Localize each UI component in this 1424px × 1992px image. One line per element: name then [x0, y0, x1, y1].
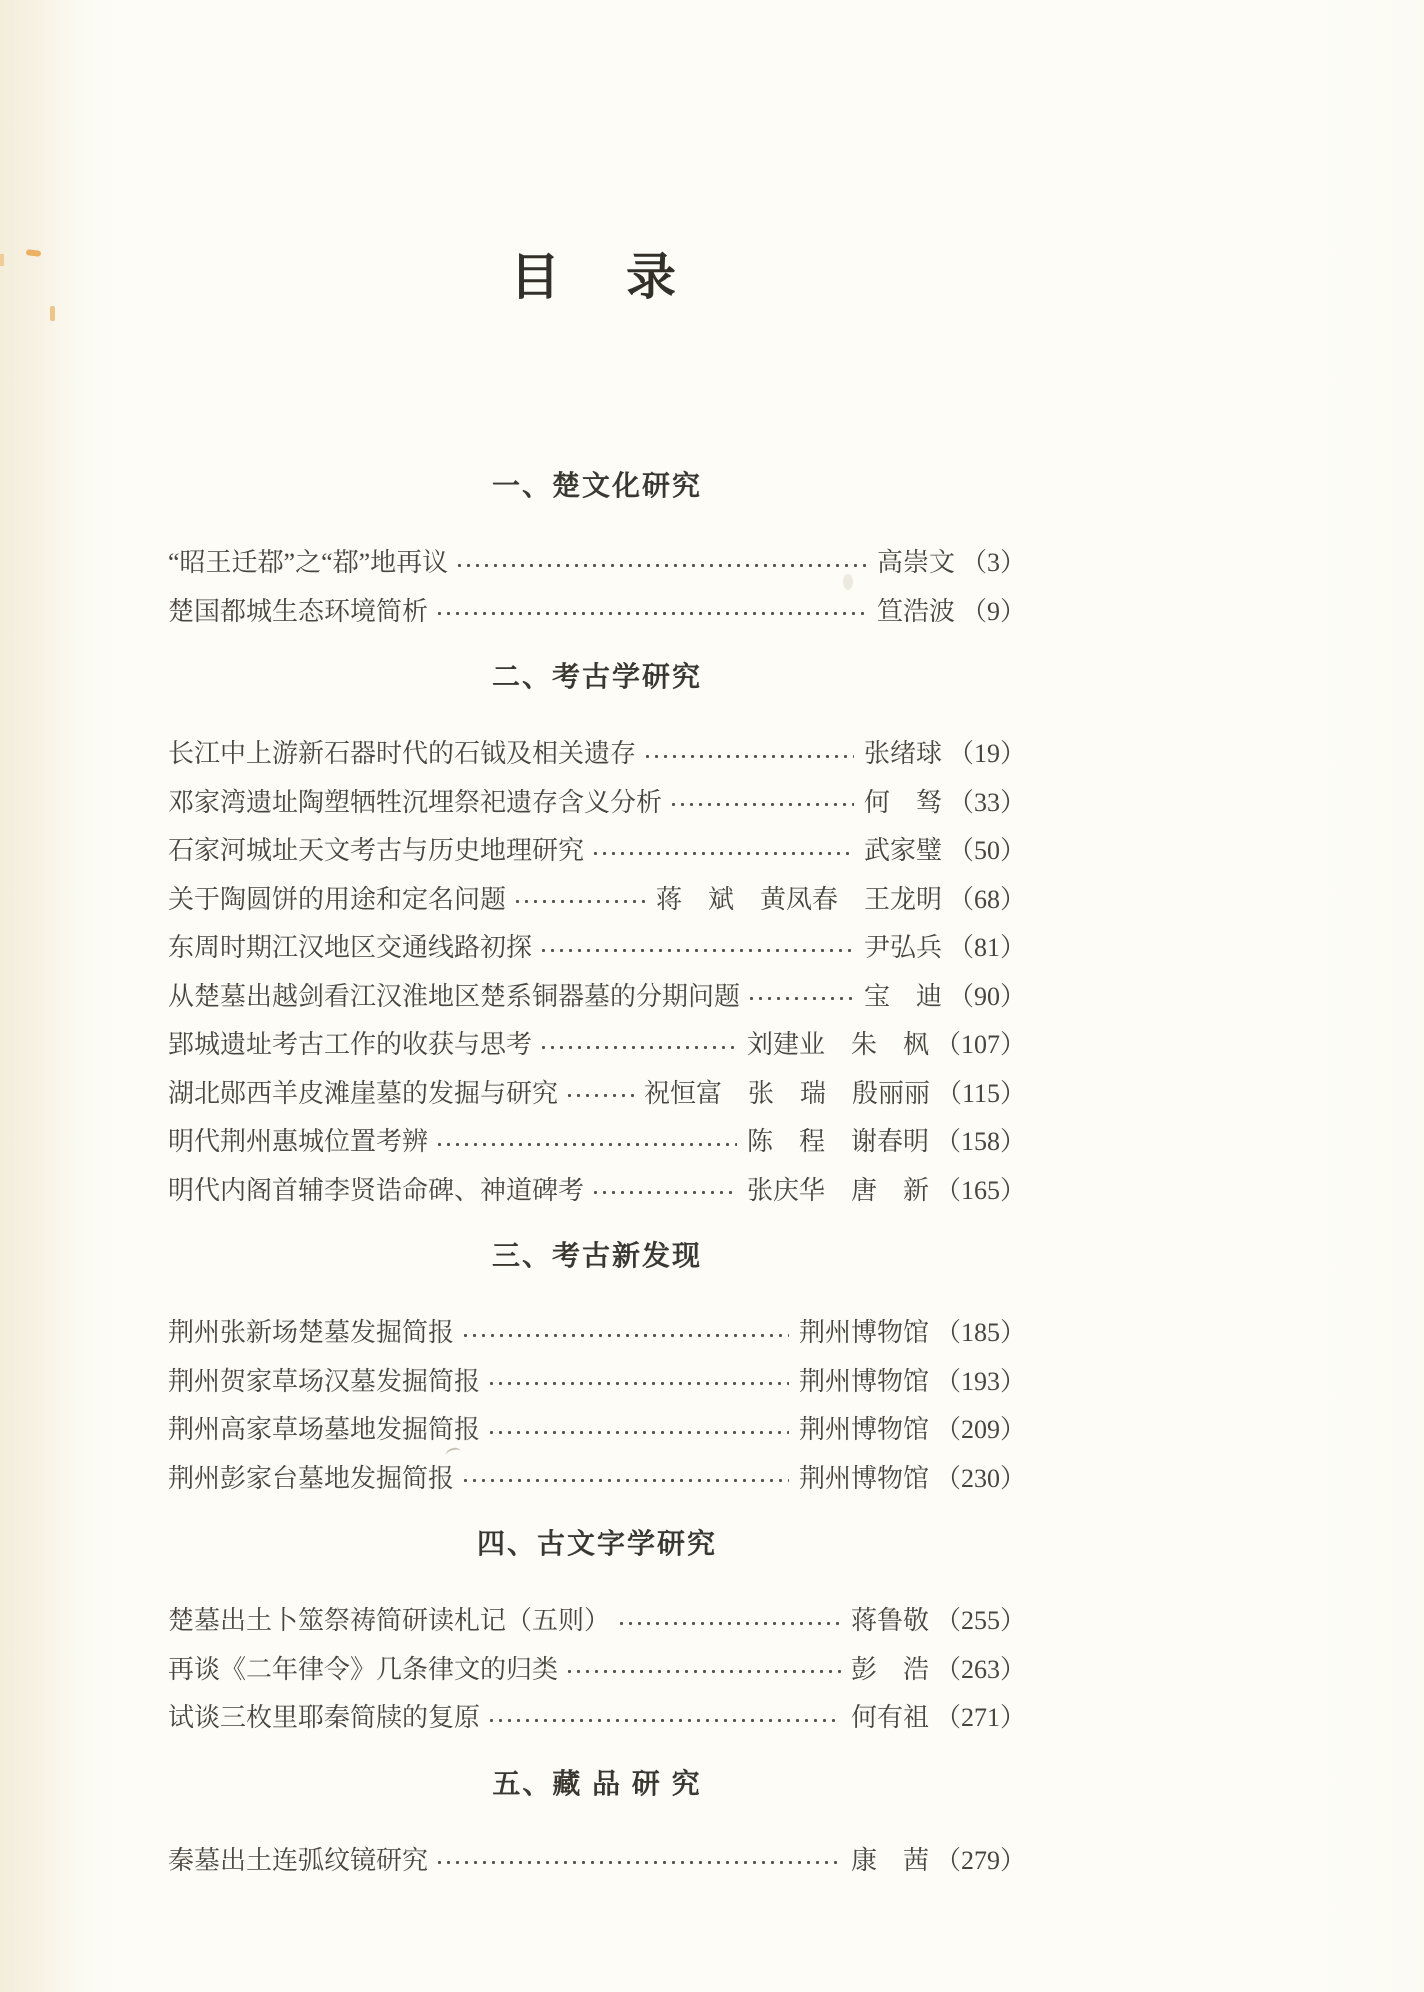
toc-section	[168, 1527, 1026, 1743]
dot-leader	[617, 1597, 841, 1646]
toc-entry-row	[168, 730, 1026, 779]
entry-page-number: （263）	[934, 1654, 1026, 1684]
entry-title: 东周时期江汉地区交通线路初探	[168, 933, 533, 962]
entry-title: 湖北郧西羊皮滩崖墓的发掘与研究	[168, 1078, 559, 1108]
dot-leader	[539, 1021, 737, 1070]
toc-entry-row	[168, 1118, 1026, 1167]
entry-title: 关于陶圆饼的用途和定名问题	[168, 884, 507, 914]
entry-page-number: （185）	[934, 1318, 1026, 1347]
toc-entry-row	[168, 1167, 1026, 1216]
toc-entry-row	[168, 1309, 1026, 1358]
entry-title: 楚墓出土卜筮祭祷简研读札记（五则）	[168, 1606, 611, 1635]
entry-authors: 蒋鲁敬	[850, 1606, 929, 1635]
dot-leader	[591, 827, 854, 876]
toc-entry-row	[168, 924, 1026, 973]
entry-title: 荆州张新场楚墓发掘简报	[168, 1318, 455, 1347]
dot-leader	[539, 924, 854, 973]
section-entries	[168, 1309, 1026, 1503]
dot-leader	[455, 539, 867, 588]
entry-page-number: （209）	[934, 1415, 1026, 1444]
entry-page-number: （33）	[947, 787, 1026, 817]
entry-title: “昭王迁鄀”之“鄀”地再议	[168, 548, 449, 577]
entry-title: 秦墓出土连弧纹镜研究	[168, 1845, 429, 1875]
toc-entry-row	[168, 1070, 1026, 1119]
dot-leader	[487, 1406, 789, 1455]
scan-artifact-smudge	[843, 574, 853, 590]
entry-authors: 陈 程 谢春明	[746, 1127, 929, 1156]
toc-section	[168, 1239, 1026, 1503]
section-heading: 四、古文字学研究	[476, 1528, 717, 1559]
scan-artifact-orange-mark	[0, 254, 4, 266]
dot-leader	[461, 1309, 789, 1358]
entry-authors: 刘建业 朱 枫	[746, 1030, 929, 1059]
section-entries	[168, 539, 1026, 636]
section-entries	[168, 730, 1026, 1215]
entry-title: 邓家湾遗址陶塑牺牲沉埋祭祀遗存含义分析	[168, 787, 663, 817]
entry-authors: 康 茜	[850, 1845, 929, 1875]
dot-leader	[643, 730, 854, 779]
entry-title: 再谈《二年律令》几条律文的归类	[168, 1654, 559, 1684]
dot-leader	[487, 1694, 841, 1743]
dot-leader	[487, 1358, 789, 1407]
entry-page-number: （279）	[934, 1845, 1026, 1875]
entry-title: 荆州高家草场墓地发掘简报	[168, 1415, 481, 1444]
entry-title: 荆州贺家草场汉墓发掘简报	[168, 1366, 481, 1396]
dot-leader	[591, 1167, 737, 1216]
entry-authors: 荆州博物馆	[798, 1415, 929, 1444]
entry-page-number: （193）	[934, 1366, 1026, 1396]
dot-leader	[435, 1118, 737, 1167]
toc-entry-row	[168, 1694, 1026, 1743]
toc-entry-row	[168, 1455, 1026, 1504]
toc-section	[168, 1767, 1026, 1886]
dot-leader	[669, 779, 854, 828]
entry-authors: 蒋 斌 黄凤春 王龙明	[655, 884, 942, 914]
entry-title: 从楚墓出越剑看江汉淮地区楚系铜器墓的分期问题	[168, 981, 741, 1011]
entry-page-number: （50）	[947, 836, 1026, 865]
scan-artifact-orange-mark	[26, 249, 42, 257]
toc-entry-row	[168, 1837, 1026, 1886]
entry-title: 郢城遗址考古工作的收获与思考	[168, 1030, 533, 1059]
entry-page-number: （68）	[947, 884, 1026, 914]
entry-authors: 何有祖	[850, 1703, 929, 1732]
entry-authors: 荆州博物馆	[798, 1463, 929, 1493]
toc-content	[168, 250, 1026, 1885]
toc-list	[168, 469, 1026, 1885]
entry-title: 明代荆州惠城位置考辨	[168, 1127, 429, 1156]
section-heading: 五、藏 品 研 究	[492, 1767, 702, 1799]
toc-entry-row	[168, 973, 1026, 1022]
section-heading: 一、楚文化研究	[491, 470, 702, 501]
dot-leader	[461, 1455, 789, 1504]
entry-authors: 笪浩波	[876, 596, 955, 626]
entry-authors: 何 驽	[863, 787, 942, 817]
entry-page-number: （158）	[934, 1127, 1026, 1156]
toc-entry-row	[168, 1021, 1026, 1070]
entry-page-number: （9）	[960, 596, 1026, 626]
toc-section	[168, 469, 1026, 636]
entry-title: 楚国都城生态环境简析	[168, 596, 429, 626]
entry-authors: 高崇文	[876, 548, 955, 577]
entry-authors: 张庆华 唐 新	[746, 1175, 929, 1205]
scan-artifact-orange-mark	[50, 306, 55, 321]
entry-authors: 武家璧	[863, 836, 942, 865]
toc-section	[168, 660, 1026, 1215]
page-title: 目 录	[510, 249, 684, 305]
entry-page-number: （165）	[934, 1175, 1026, 1205]
toc-entry-row	[168, 876, 1026, 925]
entry-authors: 尹弘兵	[863, 933, 942, 962]
section-heading: 三、考古新发现	[491, 1240, 702, 1271]
entry-page-number: （19）	[947, 739, 1026, 768]
entry-page-number: （107）	[934, 1030, 1026, 1059]
dot-leader	[435, 1837, 841, 1886]
dot-leader	[435, 588, 867, 637]
entry-page-number: （115）	[935, 1078, 1026, 1108]
toc-entry-row	[168, 588, 1026, 637]
entry-authors: 张绪球	[863, 739, 942, 768]
toc-entry-row	[168, 1597, 1026, 1646]
dot-leader	[513, 876, 646, 925]
entry-authors: 彭 浩	[850, 1654, 929, 1684]
scanned-toc-page	[0, 250, 1424, 1992]
toc-entry-row	[168, 1358, 1026, 1407]
toc-entry-row	[168, 539, 1026, 588]
entry-page-number: （255）	[934, 1606, 1026, 1635]
section-entries	[168, 1597, 1026, 1743]
entry-authors: 宝 迪	[863, 981, 942, 1011]
entry-page-number: （3）	[960, 548, 1026, 577]
entry-title: 荆州彭家台墓地发掘简报	[168, 1463, 455, 1493]
dot-leader	[565, 1646, 841, 1695]
entry-page-number: （271）	[934, 1703, 1026, 1732]
entry-title: 试谈三枚里耶秦简牍的复原	[168, 1703, 481, 1732]
section-entries	[168, 1837, 1026, 1886]
entry-page-number: （81）	[947, 933, 1026, 962]
toc-entry-row	[168, 1646, 1026, 1695]
entry-authors: 荆州博物馆	[798, 1366, 929, 1396]
entry-authors: 祝恒富 张 瑞 殷丽丽	[643, 1078, 930, 1108]
dot-leader	[747, 973, 854, 1022]
toc-entry-row	[168, 779, 1026, 828]
entry-authors: 荆州博物馆	[798, 1318, 929, 1347]
toc-entry-row	[168, 827, 1026, 876]
dot-leader	[565, 1070, 634, 1119]
entry-page-number: （90）	[947, 981, 1026, 1011]
section-heading: 二、考古学研究	[491, 661, 702, 692]
entry-title: 长江中上游新石器时代的石钺及相关遗存	[168, 739, 637, 768]
toc-entry-row	[168, 1406, 1026, 1455]
entry-title: 石家河城址天文考古与历史地理研究	[168, 836, 585, 865]
entry-title: 明代内阁首辅李贤诰命碑、神道碑考	[168, 1175, 585, 1205]
entry-page-number: （230）	[934, 1463, 1026, 1493]
